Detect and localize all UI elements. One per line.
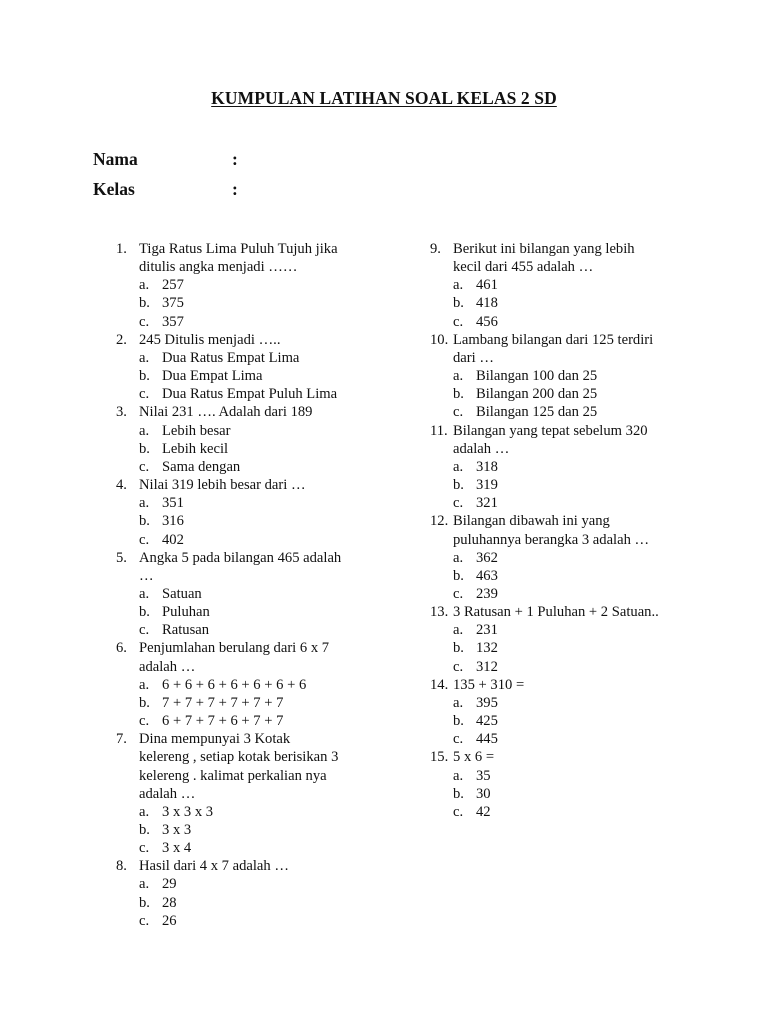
answer-option: [453, 403, 700, 421]
question-number: 13.: [430, 604, 449, 621]
option-letter: b.: [139, 513, 150, 530]
question-number: 10.: [430, 331, 449, 348]
option-letter: b.: [139, 822, 150, 838]
option-text: 26: [162, 912, 177, 929]
option-letter: c.: [139, 531, 150, 548]
question-item: [430, 422, 700, 513]
answer-option: [453, 785, 700, 803]
option-letter: c.: [453, 495, 464, 512]
answer-option: [139, 458, 378, 476]
answer-option: [453, 276, 700, 294]
question-item: [116, 639, 378, 730]
answer-option: [139, 694, 378, 712]
option-letter: a.: [139, 277, 150, 294]
answer-option: [139, 712, 378, 730]
answer-option: [139, 349, 378, 367]
answer-option: [139, 313, 378, 331]
option-text: 3 x 3: [162, 822, 192, 838]
question-item: [116, 730, 378, 857]
answer-option: [139, 585, 378, 603]
option-text: 318: [476, 458, 498, 475]
question-text-line: kecil dari 455 adalah …: [453, 259, 594, 276]
answer-option: [139, 494, 378, 512]
question-number: 7.: [116, 731, 127, 748]
answer-option: [139, 385, 378, 403]
answer-option: [453, 549, 700, 567]
option-text: 402: [162, 531, 184, 548]
option-text: 362: [476, 549, 498, 566]
option-text: 463: [476, 567, 498, 584]
answer-option: [139, 621, 378, 639]
question-item: [116, 403, 378, 476]
question-text-line: 245 Ditulis menjadi …..: [139, 331, 281, 348]
answer-option: [453, 458, 700, 476]
answer-option: [453, 494, 700, 512]
option-letter: b.: [139, 368, 150, 385]
question-item: [116, 857, 378, 930]
answer-option: [139, 912, 378, 930]
option-letter: c.: [139, 313, 150, 330]
option-text: 418: [476, 295, 498, 312]
option-text: 445: [476, 731, 498, 748]
answer-option: [453, 639, 700, 657]
question-text-line: Nilai 231 …. Adalah dari 189: [139, 404, 313, 421]
answer-option: [139, 276, 378, 294]
question-number: 8.: [116, 858, 127, 875]
answer-option: [139, 803, 378, 821]
question-item: [430, 748, 700, 821]
option-letter: c.: [453, 658, 464, 675]
answer-option: [453, 476, 700, 494]
option-letter: b.: [453, 386, 464, 403]
answer-option: [139, 603, 378, 621]
option-letter: c.: [453, 313, 464, 330]
option-letter: c.: [139, 713, 150, 730]
answer-option: [139, 294, 378, 312]
question-item: [116, 240, 378, 331]
answer-option: [139, 894, 378, 912]
answer-option: [139, 821, 378, 839]
question-number: 14.: [430, 676, 449, 693]
question-item: [430, 603, 700, 676]
field-kelas: [93, 179, 238, 200]
option-letter: a.: [453, 694, 464, 711]
question-column-left: [116, 240, 378, 930]
option-text: Lebih besar: [162, 422, 231, 439]
question-text-line: adalah …: [139, 785, 196, 802]
question-number: 11.: [430, 422, 448, 439]
option-letter: b.: [453, 567, 464, 584]
option-text: 395: [476, 694, 498, 711]
option-letter: c.: [139, 458, 150, 475]
option-letter: b.: [453, 477, 464, 494]
option-letter: c.: [453, 404, 464, 421]
option-text: 28: [162, 894, 177, 911]
question-number: 6.: [116, 640, 127, 657]
question-item: [430, 240, 700, 331]
question-number: 12.: [430, 513, 449, 530]
option-letter: b.: [453, 640, 464, 657]
question-item: [430, 512, 700, 603]
option-letter: b.: [139, 894, 150, 911]
option-letter: a.: [453, 277, 464, 294]
option-letter: c.: [139, 912, 150, 929]
document-title: KUMPULAN LATIHAN SOAL KELAS 2 SD: [211, 88, 557, 108]
option-text: 3 x 4: [162, 840, 192, 857]
option-text: 30: [476, 785, 491, 802]
answer-option: [453, 803, 700, 821]
option-text: 351: [162, 495, 184, 512]
question-text-line: Dina mempunyai 3 Kotak: [139, 731, 291, 748]
answer-option: [453, 385, 700, 403]
option-letter: a.: [139, 803, 150, 820]
option-text: 316: [162, 513, 184, 530]
question-text-line: Penjumlahan berulang dari 6 x 7: [139, 640, 330, 657]
option-letter: b.: [453, 785, 464, 802]
option-text: Sama dengan: [162, 458, 241, 475]
option-text: Dua Ratus Empat Puluh Lima: [162, 386, 338, 403]
question-number: 3.: [116, 404, 127, 421]
answer-option: [139, 440, 378, 458]
option-text: Ratusan: [162, 622, 210, 639]
field-label: Nama: [93, 149, 138, 169]
option-letter: b.: [139, 295, 150, 312]
option-text: 7 + 7 + 7 + 7 + 7 + 7: [162, 694, 284, 711]
answer-option: [453, 567, 700, 585]
answer-option: [139, 422, 378, 440]
answer-option: [453, 621, 700, 639]
answer-option: [453, 313, 700, 331]
option-letter: a.: [453, 549, 464, 566]
option-letter: b.: [453, 713, 464, 730]
option-text: 456: [476, 313, 498, 330]
option-letter: c.: [453, 731, 464, 748]
option-text: Lebih kecil: [162, 440, 229, 457]
question-text-line: puluhannya berangka 3 adalah …: [453, 531, 650, 548]
option-letter: a.: [453, 368, 464, 385]
question-number: 1.: [116, 241, 127, 257]
option-text: Dua Empat Lima: [162, 368, 263, 385]
option-letter: a.: [453, 622, 464, 639]
option-text: Bilangan 125 dan 25: [476, 404, 598, 421]
question-text-line: …: [139, 567, 154, 584]
option-text: 461: [476, 277, 498, 294]
question-column-right: [430, 240, 700, 821]
option-letter: c.: [453, 803, 464, 820]
answer-option: [139, 839, 378, 857]
option-text: 425: [476, 713, 498, 730]
question-text-line: 5 x 6 =: [453, 749, 495, 766]
option-letter: a.: [139, 876, 150, 893]
question-number: 9.: [430, 241, 441, 257]
option-letter: a.: [139, 676, 150, 693]
answer-option: [453, 585, 700, 603]
question-text-line: 3 Ratusan + 1 Puluhan + 2 Satuan..: [453, 604, 659, 621]
field-nama: [93, 149, 238, 170]
option-letter: c.: [453, 585, 464, 602]
option-text: 42: [476, 803, 491, 820]
option-text: 29: [162, 876, 177, 893]
question-text-line: Angka 5 pada bilangan 465 adalah: [139, 549, 342, 566]
question-item: [430, 676, 700, 749]
option-text: Dua Ratus Empat Lima: [162, 349, 300, 366]
answer-option: [453, 730, 700, 748]
answer-option: [139, 875, 378, 893]
question-text-line: Tiga Ratus Lima Puluh Tujuh jika: [139, 241, 338, 257]
answer-option: [139, 512, 378, 530]
option-letter: b.: [453, 295, 464, 312]
option-text: 239: [476, 585, 498, 602]
question-text-line: adalah …: [453, 440, 510, 457]
question-number: 4.: [116, 477, 127, 494]
option-text: 6 + 6 + 6 + 6 + 6 + 6 + 6: [162, 676, 307, 693]
field-colon: :: [232, 149, 238, 169]
question-item: [430, 331, 700, 422]
option-text: 357: [162, 313, 184, 330]
option-letter: a.: [139, 495, 150, 512]
answer-option: [453, 294, 700, 312]
question-text-line: Bilangan yang tepat sebelum 320: [453, 422, 648, 439]
option-letter: b.: [139, 694, 150, 711]
option-text: 132: [476, 640, 498, 657]
field-label: Kelas: [93, 179, 135, 199]
question-item: [116, 476, 378, 549]
answer-option: [453, 694, 700, 712]
option-letter: c.: [139, 840, 150, 857]
option-text: Bilangan 200 dan 25: [476, 386, 598, 403]
answer-option: [453, 367, 700, 385]
option-text: 319: [476, 477, 498, 494]
field-colon: :: [232, 179, 238, 199]
option-letter: a.: [453, 767, 464, 784]
option-text: Satuan: [162, 585, 202, 602]
question-item: [116, 549, 378, 640]
question-text-line: adalah …: [139, 658, 196, 675]
option-letter: c.: [139, 622, 150, 639]
question-item: [116, 331, 378, 404]
question-number: 5.: [116, 549, 127, 566]
option-text: 257: [162, 277, 184, 294]
question-text-line: kelereng . kalimat perkalian nya: [139, 767, 327, 784]
option-letter: b.: [139, 604, 150, 621]
option-text: 231: [476, 622, 498, 639]
option-text: Bilangan 100 dan 25: [476, 368, 598, 385]
option-text: Puluhan: [162, 604, 210, 621]
question-text-line: Berikut ini bilangan yang lebih: [453, 241, 635, 257]
option-letter: a.: [453, 458, 464, 475]
option-text: 35: [476, 767, 491, 784]
question-text-line: kelereng , setiap kotak berisikan 3: [139, 749, 339, 766]
option-text: 321: [476, 495, 498, 512]
option-letter: a.: [139, 585, 150, 602]
answer-option: [139, 531, 378, 549]
question-text-line: Hasil dari 4 x 7 adalah …: [139, 858, 289, 875]
question-text-line: Lambang bilangan dari 125 terdiri: [453, 331, 654, 348]
answer-option: [453, 767, 700, 785]
option-letter: c.: [139, 386, 150, 403]
question-text-line: Nilai 319 lebih besar dari …: [139, 477, 306, 494]
answer-option: [139, 367, 378, 385]
question-text-line: Bilangan dibawah ini yang: [453, 513, 610, 530]
question-text-line: dari …: [453, 349, 494, 366]
question-number: 2.: [116, 331, 127, 348]
option-text: 312: [476, 658, 498, 675]
option-letter: b.: [139, 440, 150, 457]
option-text: 3 x 3 x 3: [162, 803, 214, 820]
question-text-line: 135 + 310 =: [453, 676, 525, 693]
option-text: 375: [162, 295, 184, 312]
question-number: 15.: [430, 749, 449, 766]
answer-option: [453, 658, 700, 676]
option-letter: a.: [139, 349, 150, 366]
option-text: 6 + 7 + 7 + 6 + 7 + 7: [162, 713, 284, 730]
question-text-line: ditulis angka menjadi ……: [139, 259, 298, 276]
answer-option: [139, 676, 378, 694]
answer-option: [453, 712, 700, 730]
option-letter: a.: [139, 422, 150, 439]
